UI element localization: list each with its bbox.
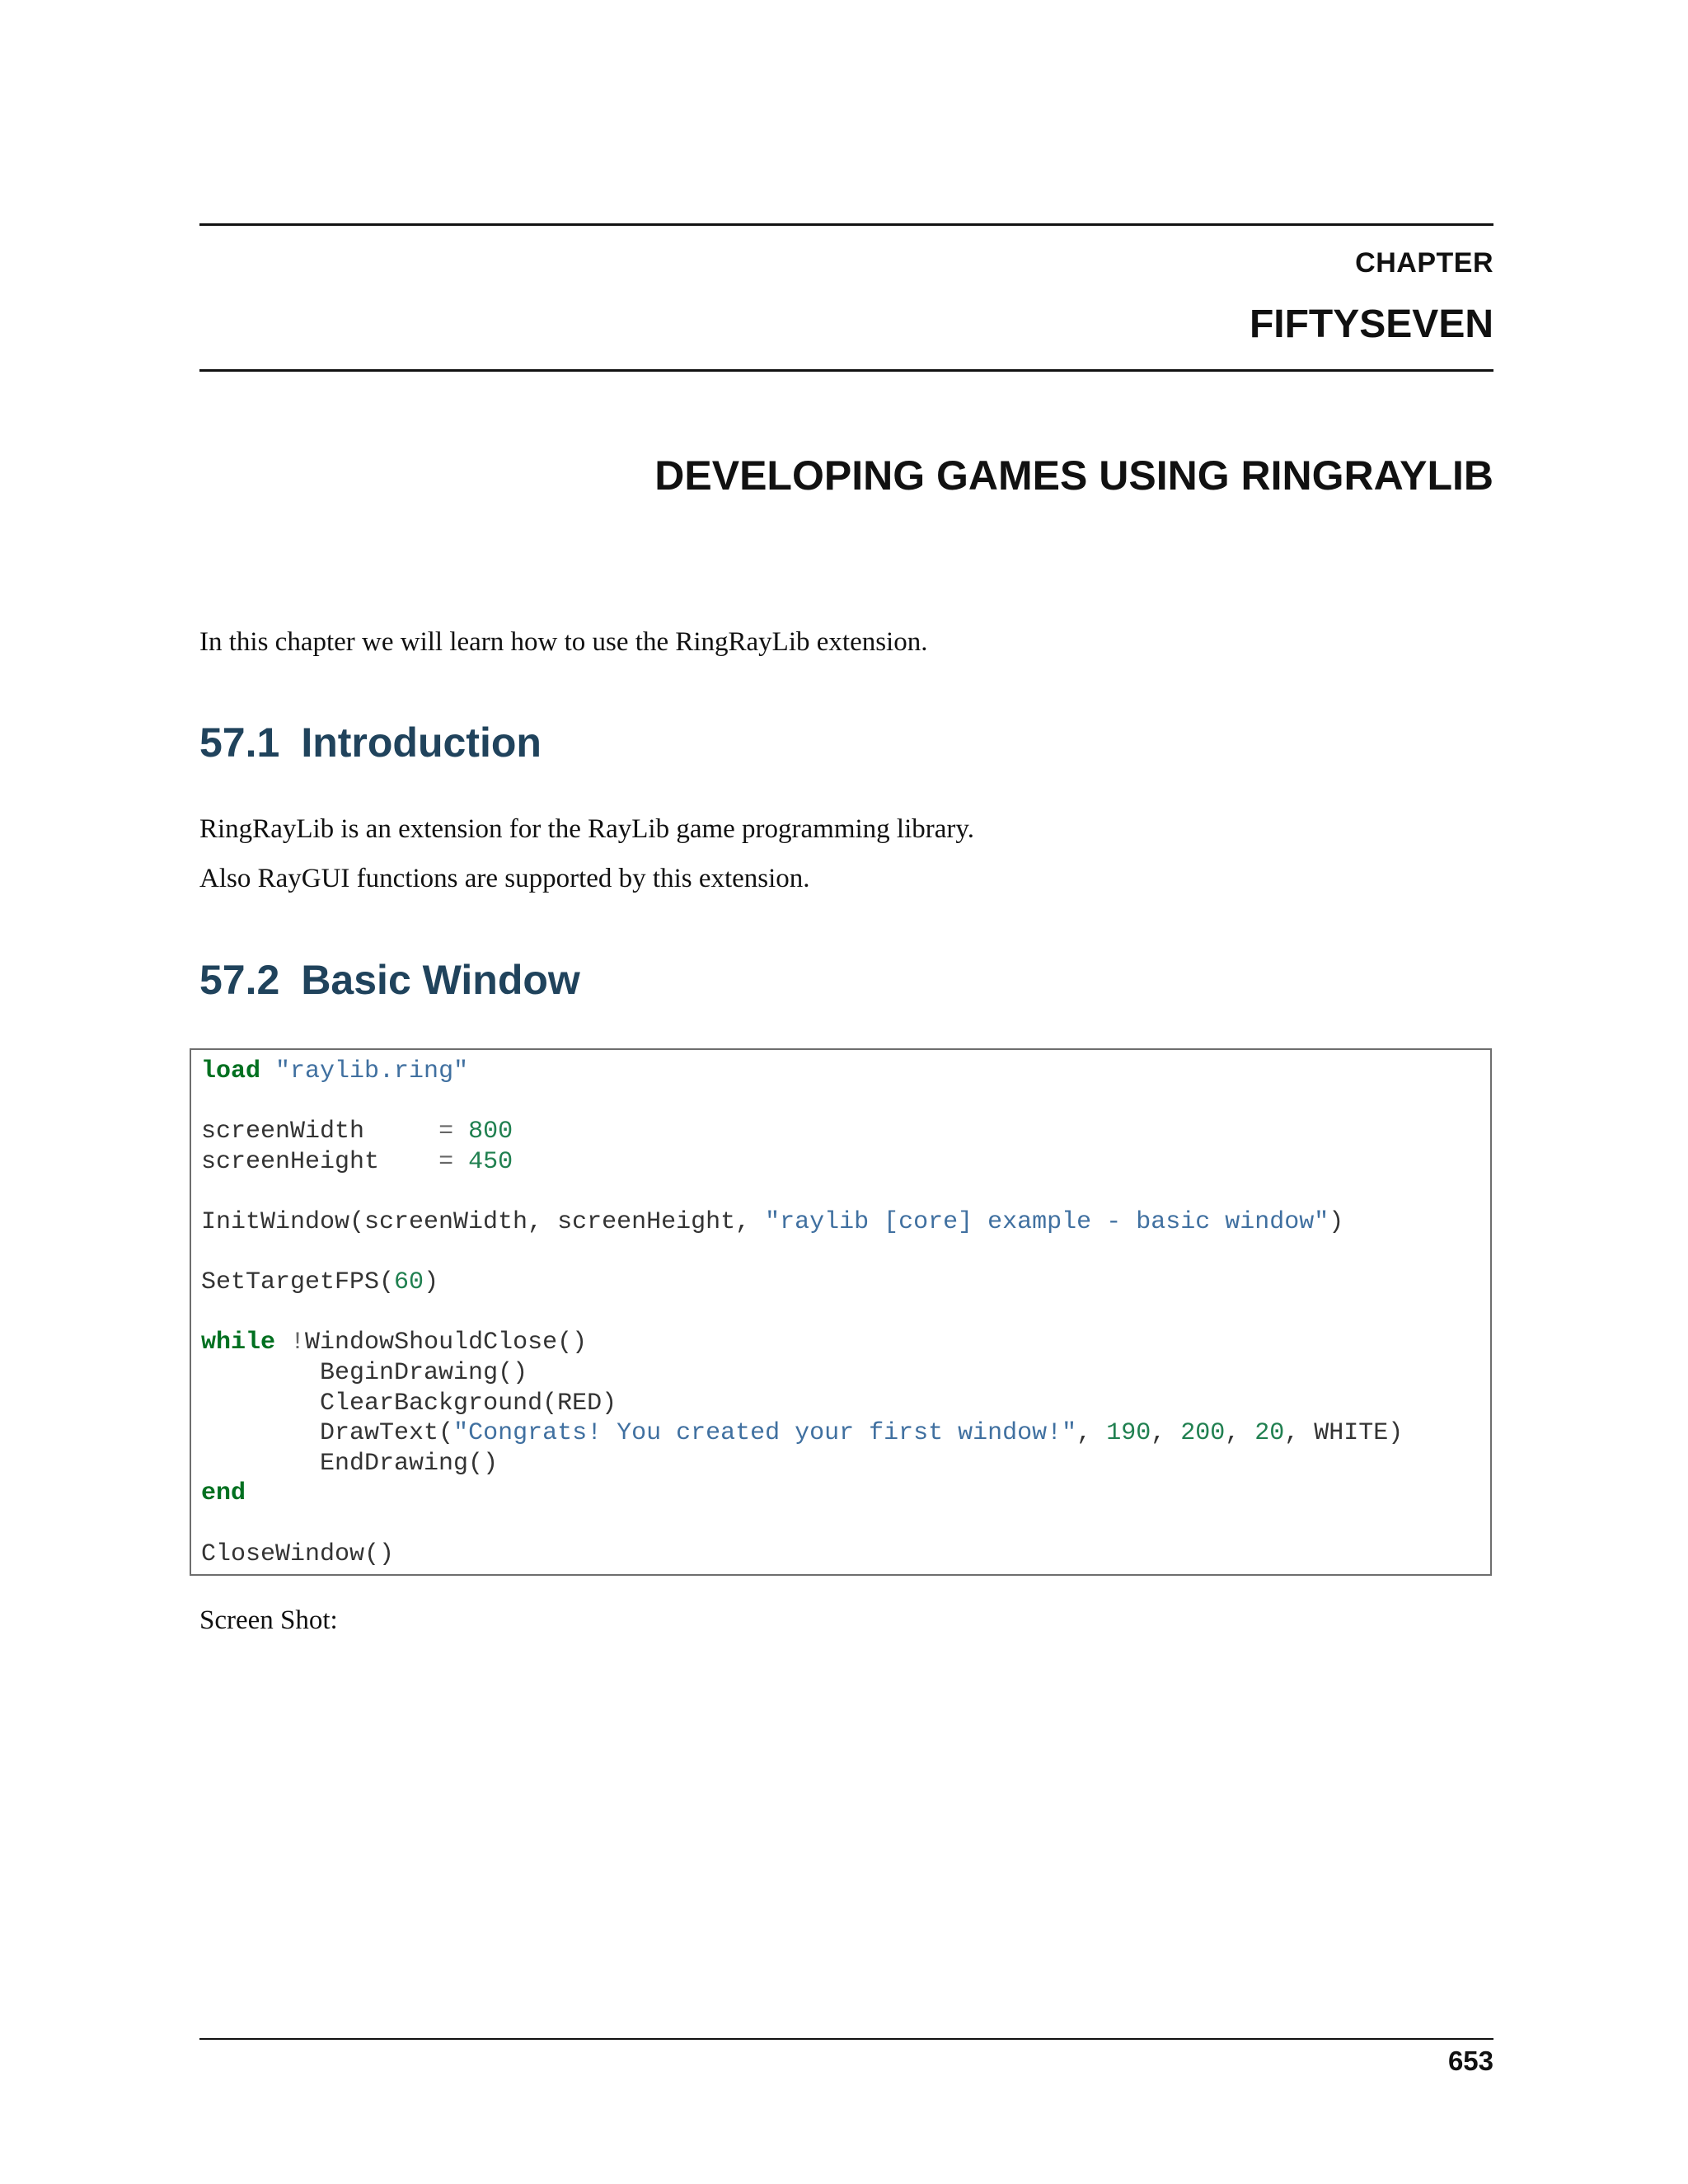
chapter-top-rule [199, 223, 1493, 226]
code-operator: ! [290, 1329, 306, 1357]
code-line [201, 1268, 438, 1296]
code-number: 60 [394, 1268, 424, 1297]
code-text: DrawText( [320, 1419, 454, 1448]
section-number: 57.1 [199, 719, 280, 766]
document-page [199, 0, 1493, 2184]
code-string: "Congrats! You created your first window!" [453, 1419, 1077, 1448]
screen-shot-label: Screen Shot: [199, 1605, 338, 1635]
code-operator: = [438, 1118, 454, 1146]
intro-paragraph-2: Also RayGUI functions are supported by this extension. [199, 864, 810, 893]
code-keyword: load [201, 1057, 261, 1085]
code-number: 20 [1254, 1419, 1285, 1448]
code-string: "raylib.ring" [275, 1057, 469, 1085]
code-listing [201, 1057, 1403, 1569]
intro-paragraph: In this chapter we will learn how to use the RingRayLib extension. [199, 627, 928, 657]
code-number: 450 [468, 1147, 513, 1176]
code-line: DrawText("Congrats! You created your first window!", 190, 200, 20, WHITE) [320, 1419, 1404, 1448]
code-identifier: screenHeight [201, 1147, 380, 1176]
code-number: 800 [468, 1118, 513, 1146]
code-operator: = [438, 1147, 454, 1176]
section-heading-basic-window [199, 956, 580, 1004]
chapter-number: FIFTYSEVEN [1249, 302, 1493, 346]
footer-rule [199, 2038, 1493, 2040]
intro-paragraph-1: RingRayLib is an extension for the RayLib game programming library. [199, 814, 974, 844]
code-line [201, 1390, 617, 1418]
code-number: 190 [1106, 1419, 1151, 1448]
code-block [190, 1048, 1492, 1576]
code-text: CloseWindow() [201, 1540, 395, 1568]
code-text: SetTargetFPS( [201, 1268, 395, 1297]
chapter-bottom-rule [199, 369, 1493, 372]
code-line [201, 1148, 513, 1176]
code-text: WindowShouldClose() [305, 1329, 588, 1357]
code-number: 200 [1180, 1419, 1226, 1448]
code-line [201, 1329, 587, 1357]
code-text: ClearBackground(RED) [320, 1389, 617, 1418]
code-identifier: screenWidth [201, 1118, 365, 1146]
code-text: ) [424, 1268, 439, 1297]
code-text: WHITE) [1314, 1419, 1404, 1448]
code-keyword: end [201, 1479, 246, 1508]
section-number: 57.2 [199, 957, 280, 1003]
code-line [201, 1359, 528, 1387]
code-line [201, 1479, 246, 1507]
code-text: ) [1329, 1207, 1344, 1236]
code-string: "raylib [core] example - basic window" [765, 1207, 1329, 1236]
code-line [201, 1208, 1343, 1236]
code-text: EndDrawing() [320, 1449, 499, 1478]
chapter-label: CHAPTER [1355, 247, 1493, 279]
code-text: BeginDrawing() [320, 1358, 528, 1387]
code-keyword: while [201, 1329, 276, 1357]
code-line [201, 1118, 513, 1146]
code-line [201, 1057, 468, 1085]
code-line [201, 1450, 498, 1478]
section-heading-introduction [199, 719, 542, 766]
section-title: Basic Window [301, 957, 580, 1003]
section-title: Introduction [301, 719, 542, 766]
code-line [201, 1540, 394, 1568]
chapter-title: DEVELOPING GAMES USING RINGRAYLIB [654, 452, 1493, 499]
page-number: 653 [1447, 2046, 1493, 2076]
code-text: InitWindow(screenWidth, screenHeight, [201, 1207, 766, 1236]
